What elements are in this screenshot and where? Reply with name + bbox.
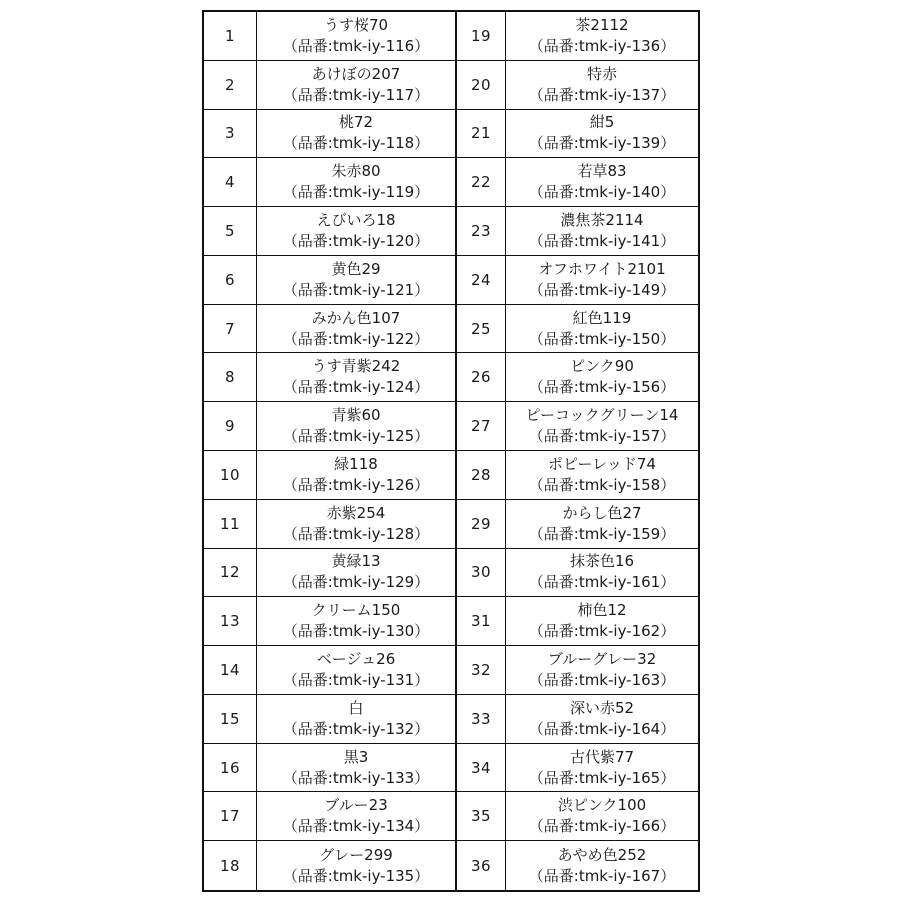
item-description bbox=[506, 256, 698, 305]
item-description bbox=[257, 61, 457, 110]
item-description bbox=[506, 110, 698, 159]
item-code: tmk-iy-158 bbox=[578, 475, 661, 494]
item-code-suffix: ） bbox=[414, 329, 430, 348]
item-code-prefix: （品番: bbox=[528, 183, 579, 202]
item-description bbox=[506, 500, 698, 549]
item-code: tmk-iy-140 bbox=[578, 183, 661, 202]
item-code-prefix: （品番: bbox=[282, 231, 333, 250]
item-code-prefix: （品番: bbox=[282, 719, 333, 738]
item-number: 1 bbox=[204, 12, 257, 61]
item-code-line bbox=[529, 231, 676, 252]
item-code-line bbox=[529, 670, 676, 691]
item-code-line bbox=[283, 572, 430, 593]
item-number: 23 bbox=[457, 207, 506, 256]
item-number: 26 bbox=[457, 353, 506, 402]
item-code-suffix: ） bbox=[414, 768, 430, 787]
item-code: tmk-iy-135 bbox=[332, 866, 415, 885]
item-name: 濃焦茶2114 bbox=[560, 210, 644, 229]
item-code-prefix: （品番: bbox=[528, 378, 579, 397]
item-code: tmk-iy-126 bbox=[332, 475, 415, 494]
item-description bbox=[506, 61, 698, 110]
item-code: tmk-iy-162 bbox=[578, 622, 661, 641]
item-description bbox=[257, 451, 457, 500]
item-code-line bbox=[283, 133, 430, 154]
item-code-suffix: ） bbox=[414, 866, 430, 885]
item-code: tmk-iy-121 bbox=[332, 280, 415, 299]
item-description bbox=[506, 792, 698, 841]
item-code-line bbox=[529, 475, 676, 496]
item-code-suffix: ） bbox=[660, 573, 676, 592]
item-code-suffix: ） bbox=[660, 36, 676, 55]
item-code: tmk-iy-117 bbox=[332, 85, 415, 104]
item-code-prefix: （品番: bbox=[282, 329, 333, 348]
item-description bbox=[506, 744, 698, 793]
item-number: 17 bbox=[204, 792, 257, 841]
item-code: tmk-iy-150 bbox=[578, 329, 661, 348]
item-description bbox=[257, 500, 457, 549]
item-code-line bbox=[529, 85, 676, 106]
item-code-suffix: ） bbox=[660, 85, 676, 104]
item-code: tmk-iy-165 bbox=[578, 768, 661, 787]
item-name: えびいろ18 bbox=[316, 210, 396, 229]
item-number: 16 bbox=[204, 744, 257, 793]
item-code-suffix: ） bbox=[660, 524, 676, 543]
item-name: ブルーグレー32 bbox=[547, 649, 657, 668]
item-code: tmk-iy-166 bbox=[578, 817, 661, 836]
item-code-line bbox=[529, 866, 676, 887]
item-number: 8 bbox=[204, 353, 257, 402]
item-code-prefix: （品番: bbox=[282, 427, 333, 446]
item-number: 30 bbox=[457, 549, 506, 598]
item-code-prefix: （品番: bbox=[282, 524, 333, 543]
item-code-suffix: ） bbox=[660, 622, 676, 641]
item-code-suffix: ） bbox=[414, 427, 430, 446]
item-number: 34 bbox=[457, 744, 506, 793]
item-code-prefix: （品番: bbox=[528, 329, 579, 348]
item-code-suffix: ） bbox=[660, 768, 676, 787]
item-description bbox=[257, 12, 457, 61]
item-name: うす桜70 bbox=[323, 15, 389, 34]
item-code: tmk-iy-133 bbox=[332, 768, 415, 787]
item-number: 9 bbox=[204, 402, 257, 451]
item-code-prefix: （品番: bbox=[528, 427, 579, 446]
item-description bbox=[257, 841, 457, 890]
item-code-suffix: ） bbox=[660, 817, 676, 836]
item-name: 茶2112 bbox=[575, 15, 629, 34]
item-number: 35 bbox=[457, 792, 506, 841]
item-code-prefix: （品番: bbox=[528, 817, 579, 836]
item-code-line bbox=[529, 621, 676, 642]
item-code-prefix: （品番: bbox=[528, 866, 579, 885]
item-name: 抹茶色16 bbox=[569, 552, 635, 571]
item-code-suffix: ） bbox=[660, 183, 676, 202]
item-code: tmk-iy-161 bbox=[578, 573, 661, 592]
item-name: クリーム150 bbox=[311, 601, 401, 620]
item-code: tmk-iy-137 bbox=[578, 85, 661, 104]
item-description bbox=[257, 549, 457, 598]
item-code-line bbox=[283, 816, 430, 837]
item-name: 白 bbox=[348, 698, 364, 717]
item-code: tmk-iy-122 bbox=[332, 329, 415, 348]
item-number: 31 bbox=[457, 597, 506, 646]
item-code-line bbox=[283, 426, 430, 447]
item-name: 青紫60 bbox=[331, 406, 381, 425]
item-code-suffix: ） bbox=[660, 378, 676, 397]
item-code-suffix: ） bbox=[660, 427, 676, 446]
item-name: 紅色119 bbox=[572, 308, 632, 327]
item-code-line bbox=[283, 621, 430, 642]
item-number: 20 bbox=[457, 61, 506, 110]
item-code-suffix: ） bbox=[660, 475, 676, 494]
item-code-line bbox=[283, 329, 430, 350]
item-code-suffix: ） bbox=[660, 134, 676, 153]
item-description bbox=[506, 12, 698, 61]
item-name: 赤紫254 bbox=[326, 503, 386, 522]
item-code-prefix: （品番: bbox=[282, 36, 333, 55]
item-description bbox=[506, 402, 698, 451]
item-description bbox=[506, 353, 698, 402]
item-code: tmk-iy-156 bbox=[578, 378, 661, 397]
item-description bbox=[506, 597, 698, 646]
item-name: ベージュ26 bbox=[316, 649, 396, 668]
item-code-suffix: ） bbox=[414, 670, 430, 689]
item-code-line bbox=[283, 768, 430, 789]
item-name: オフホワイト2101 bbox=[538, 259, 666, 278]
item-number: 36 bbox=[457, 841, 506, 890]
item-code-prefix: （品番: bbox=[282, 573, 333, 592]
item-number: 4 bbox=[204, 158, 257, 207]
item-number: 32 bbox=[457, 646, 506, 695]
item-code: tmk-iy-157 bbox=[578, 427, 661, 446]
item-code: tmk-iy-119 bbox=[332, 183, 415, 202]
item-number: 18 bbox=[204, 841, 257, 890]
item-code-line bbox=[283, 670, 430, 691]
item-code-prefix: （品番: bbox=[528, 573, 579, 592]
item-number: 3 bbox=[204, 110, 257, 159]
item-name: ピーコックグリーン14 bbox=[525, 406, 679, 425]
item-code-prefix: （品番: bbox=[282, 817, 333, 836]
item-code: tmk-iy-132 bbox=[332, 719, 415, 738]
item-code-line bbox=[529, 329, 676, 350]
item-name: 紺5 bbox=[589, 113, 615, 132]
item-name: 若草83 bbox=[577, 162, 627, 181]
item-code-prefix: （品番: bbox=[282, 183, 333, 202]
item-number: 22 bbox=[457, 158, 506, 207]
item-name: 特赤 bbox=[586, 64, 617, 83]
item-description bbox=[257, 353, 457, 402]
item-number: 5 bbox=[204, 207, 257, 256]
item-number: 29 bbox=[457, 500, 506, 549]
item-name: 桃72 bbox=[338, 113, 374, 132]
item-name: 黒3 bbox=[343, 747, 369, 766]
item-description bbox=[506, 695, 698, 744]
item-description bbox=[257, 744, 457, 793]
item-code-prefix: （品番: bbox=[528, 475, 579, 494]
item-description bbox=[257, 256, 457, 305]
item-description bbox=[506, 451, 698, 500]
item-code-prefix: （品番: bbox=[282, 670, 333, 689]
item-code-suffix: ） bbox=[660, 719, 676, 738]
item-code-prefix: （品番: bbox=[528, 134, 579, 153]
item-number: 6 bbox=[204, 256, 257, 305]
item-name: 緑118 bbox=[334, 454, 378, 473]
item-code-suffix: ） bbox=[660, 329, 676, 348]
item-code-suffix: ） bbox=[660, 231, 676, 250]
item-code-prefix: （品番: bbox=[528, 280, 579, 299]
item-name: ピンク90 bbox=[570, 357, 634, 376]
item-code-suffix: ） bbox=[660, 866, 676, 885]
item-code-suffix: ） bbox=[414, 183, 430, 202]
item-number: 11 bbox=[204, 500, 257, 549]
item-code-line bbox=[283, 866, 430, 887]
item-name: からし色27 bbox=[562, 503, 642, 522]
item-description bbox=[257, 207, 457, 256]
item-description bbox=[257, 110, 457, 159]
item-code-prefix: （品番: bbox=[528, 768, 579, 787]
item-description bbox=[257, 646, 457, 695]
item-code: tmk-iy-139 bbox=[578, 134, 661, 153]
item-code-line bbox=[283, 524, 430, 545]
item-code-prefix: （品番: bbox=[282, 280, 333, 299]
item-code-line bbox=[529, 133, 676, 154]
item-name: みかん色107 bbox=[311, 308, 401, 327]
item-number: 28 bbox=[457, 451, 506, 500]
item-code-prefix: （品番: bbox=[528, 231, 579, 250]
item-code: tmk-iy-125 bbox=[332, 427, 415, 446]
item-code-suffix: ） bbox=[414, 817, 430, 836]
item-number: 10 bbox=[204, 451, 257, 500]
item-code: tmk-iy-149 bbox=[578, 280, 661, 299]
item-code-suffix: ） bbox=[414, 719, 430, 738]
item-code-line bbox=[283, 36, 430, 57]
item-code-suffix: ） bbox=[414, 280, 430, 299]
item-code-prefix: （品番: bbox=[282, 85, 333, 104]
item-code: tmk-iy-118 bbox=[332, 134, 415, 153]
item-code-prefix: （品番: bbox=[528, 36, 579, 55]
item-name: 古代紫77 bbox=[569, 747, 635, 766]
item-name: あやめ色252 bbox=[557, 845, 647, 864]
item-code-line bbox=[529, 280, 676, 301]
item-code-suffix: ） bbox=[660, 280, 676, 299]
item-code-suffix: ） bbox=[414, 524, 430, 543]
item-code-line bbox=[283, 182, 430, 203]
item-code: tmk-iy-120 bbox=[332, 231, 415, 250]
item-name: 渋ピンク100 bbox=[557, 796, 647, 815]
item-code-line bbox=[529, 426, 676, 447]
item-code-prefix: （品番: bbox=[528, 719, 579, 738]
item-code-suffix: ） bbox=[414, 475, 430, 494]
item-number: 19 bbox=[457, 12, 506, 61]
item-number: 33 bbox=[457, 695, 506, 744]
item-code-prefix: （品番: bbox=[282, 622, 333, 641]
item-code-line bbox=[529, 36, 676, 57]
item-name: ブルー23 bbox=[324, 796, 388, 815]
item-code-line bbox=[529, 377, 676, 398]
item-number: 2 bbox=[204, 61, 257, 110]
item-code: tmk-iy-167 bbox=[578, 866, 661, 885]
item-code-prefix: （品番: bbox=[282, 866, 333, 885]
item-code-prefix: （品番: bbox=[528, 85, 579, 104]
item-code: tmk-iy-141 bbox=[578, 231, 661, 250]
item-description bbox=[257, 305, 457, 354]
item-code: tmk-iy-136 bbox=[578, 36, 661, 55]
item-name: グレー299 bbox=[319, 845, 393, 864]
item-number: 21 bbox=[457, 110, 506, 159]
item-name: あけぼの207 bbox=[311, 64, 401, 83]
item-code-line bbox=[283, 280, 430, 301]
item-code-suffix: ） bbox=[414, 573, 430, 592]
item-code: tmk-iy-164 bbox=[578, 719, 661, 738]
item-name: うす青紫242 bbox=[311, 357, 401, 376]
item-description bbox=[506, 841, 698, 890]
item-name: 朱赤80 bbox=[331, 162, 381, 181]
item-code: tmk-iy-116 bbox=[332, 36, 415, 55]
item-code-prefix: （品番: bbox=[282, 475, 333, 494]
item-number: 24 bbox=[457, 256, 506, 305]
item-code: tmk-iy-129 bbox=[332, 573, 415, 592]
item-code-prefix: （品番: bbox=[528, 670, 579, 689]
item-code: tmk-iy-124 bbox=[332, 378, 415, 397]
item-code-line bbox=[529, 768, 676, 789]
item-code-suffix: ） bbox=[414, 378, 430, 397]
item-code-line bbox=[283, 719, 430, 740]
item-number: 27 bbox=[457, 402, 506, 451]
item-code-line bbox=[529, 816, 676, 837]
item-code-line bbox=[283, 377, 430, 398]
item-code: tmk-iy-163 bbox=[578, 670, 661, 689]
item-code-line bbox=[283, 85, 430, 106]
item-number: 7 bbox=[204, 305, 257, 354]
item-name: ポピーレッド74 bbox=[547, 454, 657, 473]
item-code-prefix: （品番: bbox=[282, 768, 333, 787]
item-number: 14 bbox=[204, 646, 257, 695]
item-code-suffix: ） bbox=[414, 36, 430, 55]
item-code-line bbox=[283, 231, 430, 252]
item-code-suffix: ） bbox=[414, 231, 430, 250]
item-description bbox=[257, 158, 457, 207]
item-code: tmk-iy-134 bbox=[332, 817, 415, 836]
item-code-line bbox=[283, 475, 430, 496]
item-code: tmk-iy-131 bbox=[332, 670, 415, 689]
item-code-prefix: （品番: bbox=[282, 134, 333, 153]
item-description bbox=[506, 646, 698, 695]
item-name: 深い赤52 bbox=[569, 698, 635, 717]
item-code-line bbox=[529, 719, 676, 740]
item-code: tmk-iy-130 bbox=[332, 622, 415, 641]
item-number: 12 bbox=[204, 549, 257, 598]
item-description bbox=[506, 207, 698, 256]
item-code-suffix: ） bbox=[414, 134, 430, 153]
item-description bbox=[257, 402, 457, 451]
item-code-suffix: ） bbox=[414, 85, 430, 104]
item-name: 柿色12 bbox=[577, 601, 627, 620]
color-list-table bbox=[202, 10, 700, 892]
item-code-line bbox=[529, 524, 676, 545]
item-code-prefix: （品番: bbox=[282, 378, 333, 397]
item-code: tmk-iy-128 bbox=[332, 524, 415, 543]
item-code-suffix: ） bbox=[660, 670, 676, 689]
item-code: tmk-iy-159 bbox=[578, 524, 661, 543]
item-code-line bbox=[529, 572, 676, 593]
item-description bbox=[257, 695, 457, 744]
item-code-prefix: （品番: bbox=[528, 524, 579, 543]
item-number: 15 bbox=[204, 695, 257, 744]
item-number: 13 bbox=[204, 597, 257, 646]
item-code-line bbox=[529, 182, 676, 203]
item-description bbox=[506, 158, 698, 207]
item-name: 黄緑13 bbox=[331, 552, 381, 571]
item-code-suffix: ） bbox=[414, 622, 430, 641]
item-description bbox=[506, 305, 698, 354]
item-description bbox=[257, 597, 457, 646]
item-name: 黄色29 bbox=[331, 259, 381, 278]
item-code-prefix: （品番: bbox=[528, 622, 579, 641]
item-description bbox=[257, 792, 457, 841]
item-number: 25 bbox=[457, 305, 506, 354]
item-description bbox=[506, 549, 698, 598]
